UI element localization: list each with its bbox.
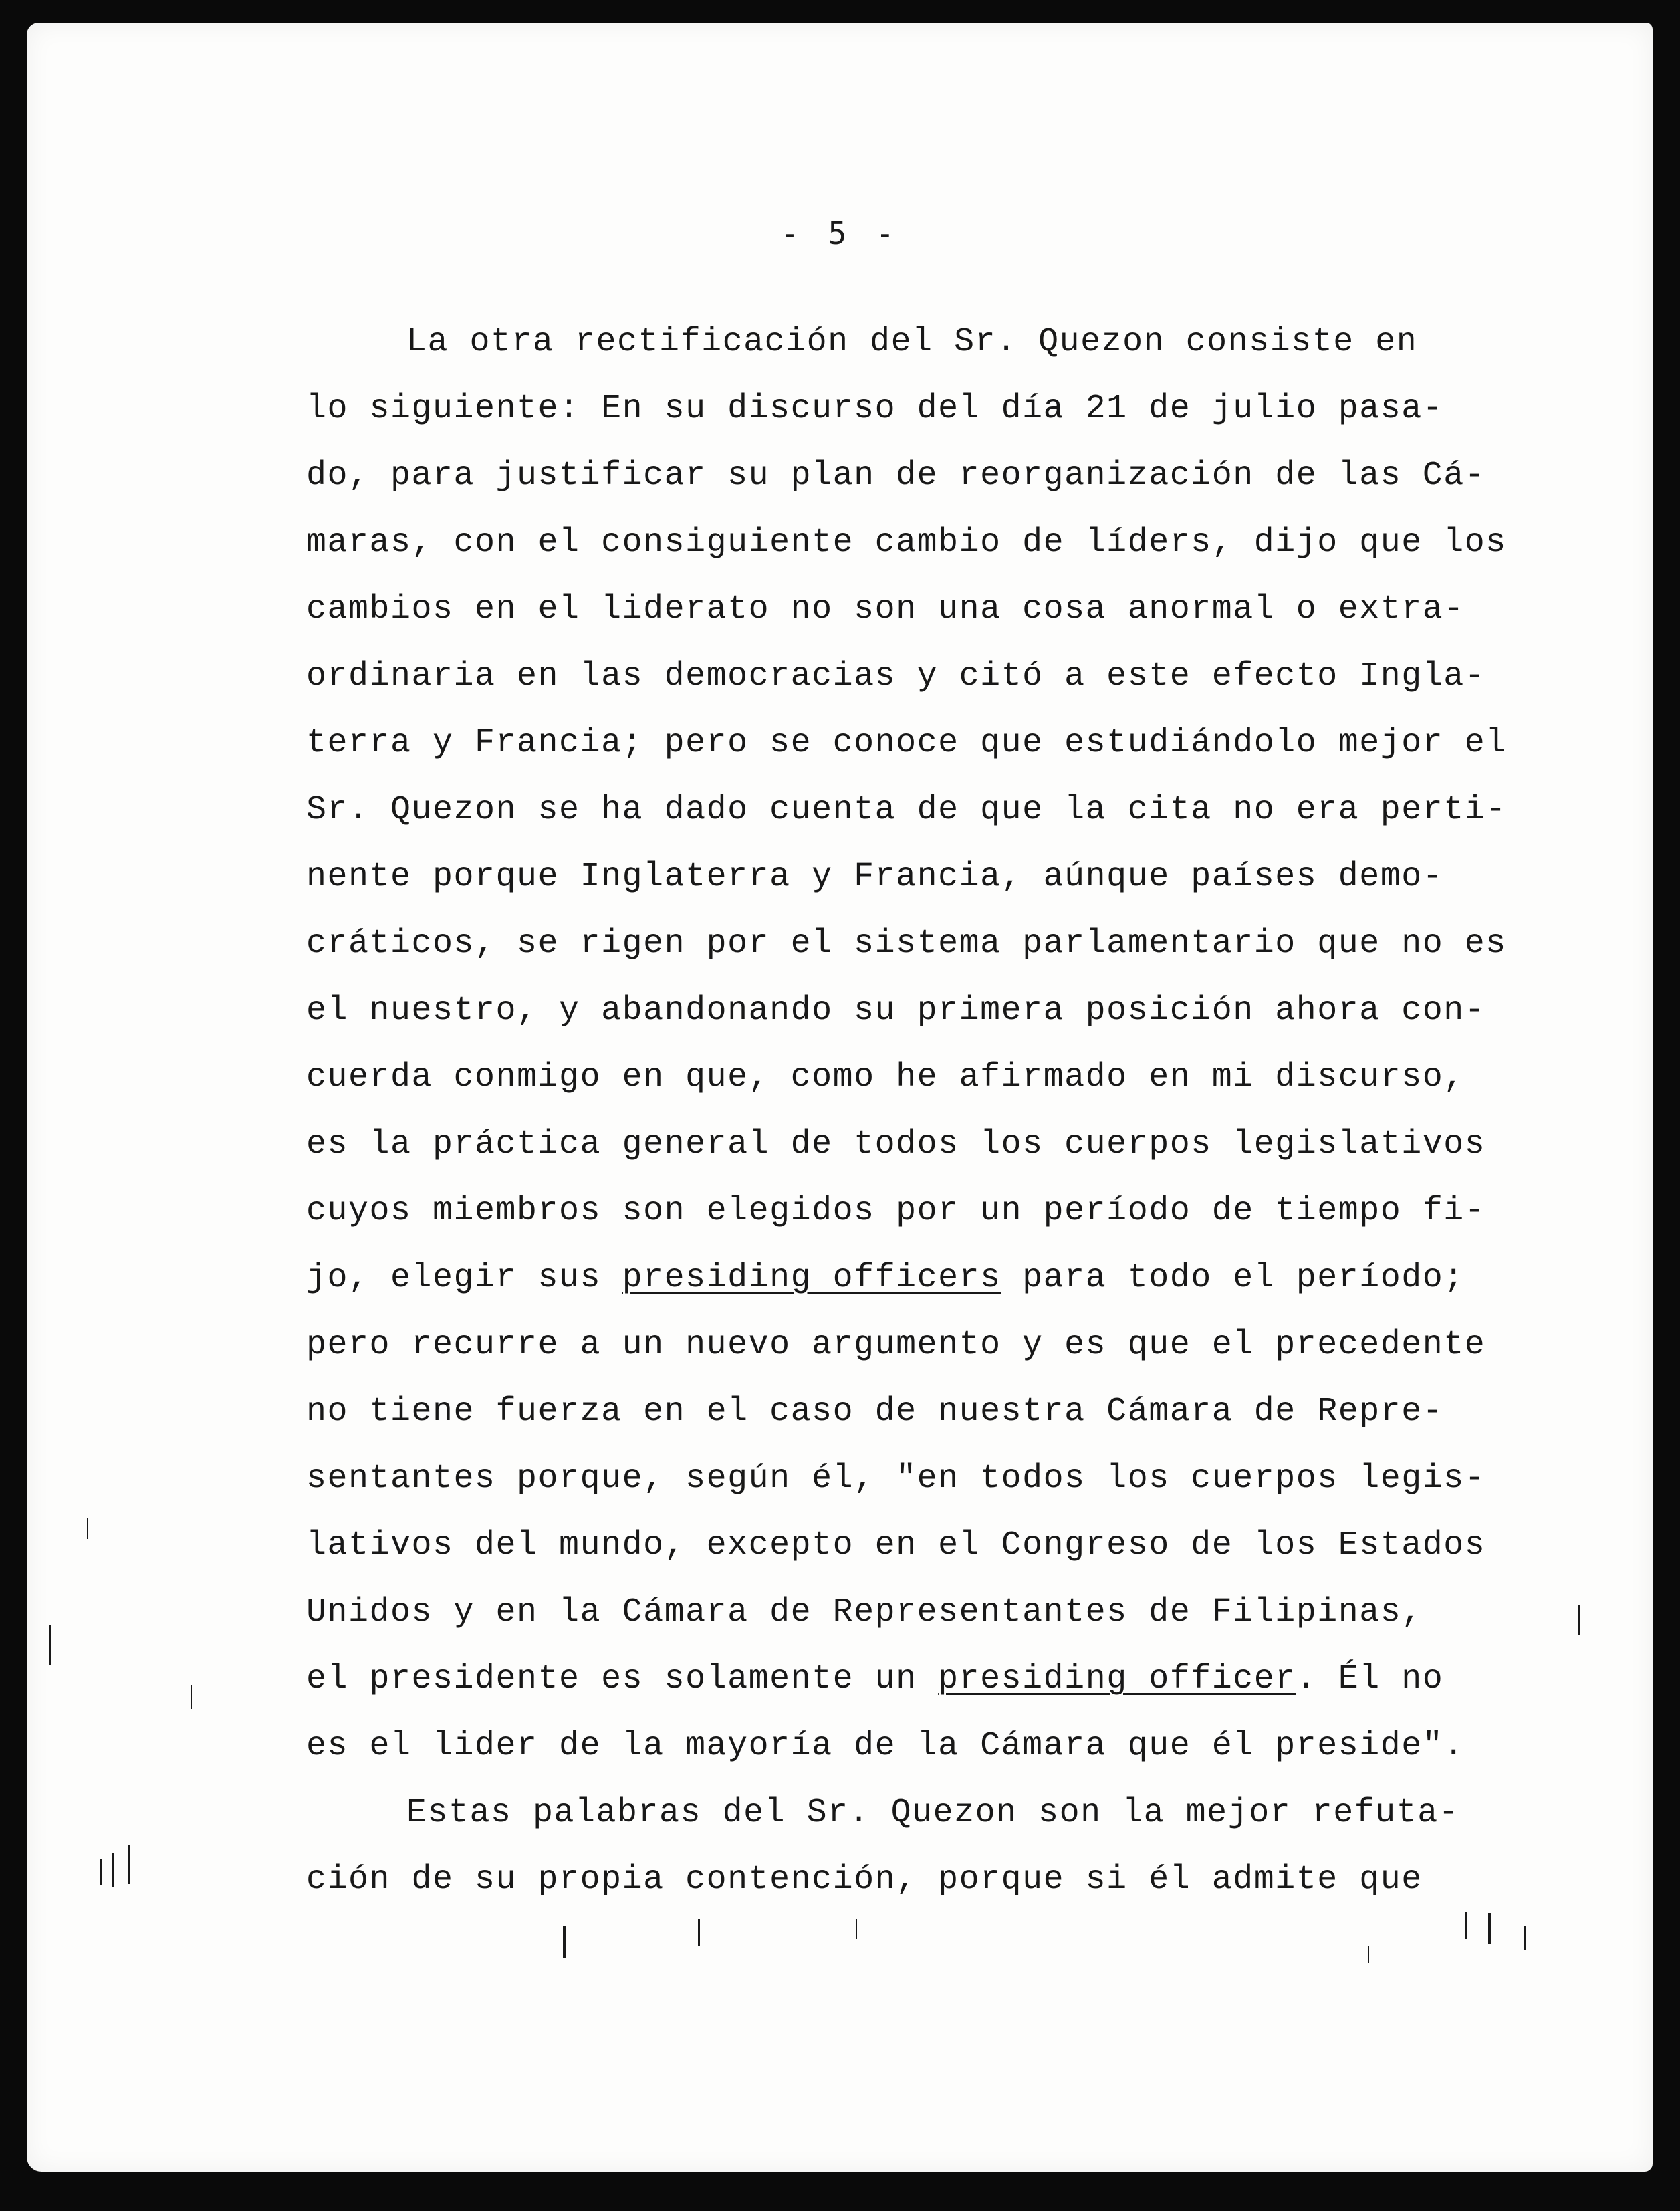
text-line: no tiene fuerza en el caso de nuestra Cámara de Repre- <box>306 1393 1444 1431</box>
page-number: - 5 - <box>780 215 900 251</box>
text-line: sentantes porque, según él, "en todos los cuerpos legis- <box>306 1460 1486 1498</box>
scan-mark <box>191 1685 192 1709</box>
text-segment: . Él no <box>1296 1660 1444 1698</box>
scan-mark <box>1488 1913 1491 1944</box>
text-line: cuyos miembros son elegidos por un período de tiempo fi- <box>306 1192 1486 1230</box>
text-line: es la práctica general de todos los cuerpos legislativos <box>306 1125 1486 1163</box>
text-line: lo siguiente: En su discurso del día 21 de julio pasa- <box>306 390 1444 428</box>
text-line: es el lider de la mayoría de la Cámara que él preside". <box>306 1727 1465 1765</box>
text-segment: para todo el período; <box>1001 1259 1465 1297</box>
scan-mark <box>87 1518 88 1539</box>
text-line: do, para justificar su plan de reorganización de las Cá- <box>306 457 1486 495</box>
text-line: terra y Francia; pero se conoce que estudiándolo mejor el <box>306 724 1507 762</box>
scan-mark <box>100 1859 102 1885</box>
scan-mark <box>1524 1926 1526 1950</box>
text-line <box>306 1646 1483 1713</box>
text-line: ordinaria en las democracias y citó a este efecto Ingla- <box>306 657 1486 695</box>
text-segment: el presidente es solamente un <box>306 1660 939 1698</box>
underlined-term: presiding officers <box>622 1259 1001 1297</box>
text-line: maras, con el consiguiente cambio de líders, dijo que los <box>306 523 1507 562</box>
underlined-term: presiding officer <box>938 1660 1296 1698</box>
scan-mark <box>1465 1912 1467 1939</box>
body-text <box>306 309 1507 1913</box>
text-line: cuerda conmigo en que, como he afirmado en mi discurso, <box>306 1058 1465 1096</box>
scan-mark <box>1578 1605 1580 1635</box>
text-line: pero recurre a un nuevo argumento y es que el precedente <box>306 1326 1486 1364</box>
text-line: nente porque Inglaterra y Francia, aúnque países demo- <box>306 858 1444 896</box>
scan-mark <box>856 1919 857 1939</box>
scan-mark <box>563 1926 566 1958</box>
text-line: Unidos y en la Cámara de Representantes de Filipinas, <box>306 1593 1423 1631</box>
text-line <box>306 1245 1483 1312</box>
text-line: ción de su propia contención, porque si él admite que <box>306 1861 1423 1899</box>
scan-mark <box>112 1853 114 1887</box>
text-line: Sr. Quezon se ha dado cuenta de que la cita no era perti- <box>306 791 1507 829</box>
scan-mark <box>1368 1946 1369 1963</box>
scan-mark <box>698 1919 700 1946</box>
text-line: cráticos, se rigen por el sistema parlamentario que no es <box>306 925 1507 963</box>
scan-mark <box>128 1845 130 1884</box>
text-line: lativos del mundo, excepto en el Congreso de los Estados <box>306 1526 1486 1564</box>
text-line: el nuestro, y abandonando su primera posición ahora con- <box>306 992 1486 1030</box>
text-line: cambios en el liderato no son una cosa anormal o extra- <box>306 590 1465 628</box>
scan-mark <box>49 1625 51 1665</box>
text-segment: jo, elegir sus <box>306 1259 622 1297</box>
text-line: Estas palabras del Sr. Quezon son la mejor refuta- <box>406 1794 1460 1832</box>
text-line: La otra rectificación del Sr. Quezon consiste en <box>406 323 1418 361</box>
